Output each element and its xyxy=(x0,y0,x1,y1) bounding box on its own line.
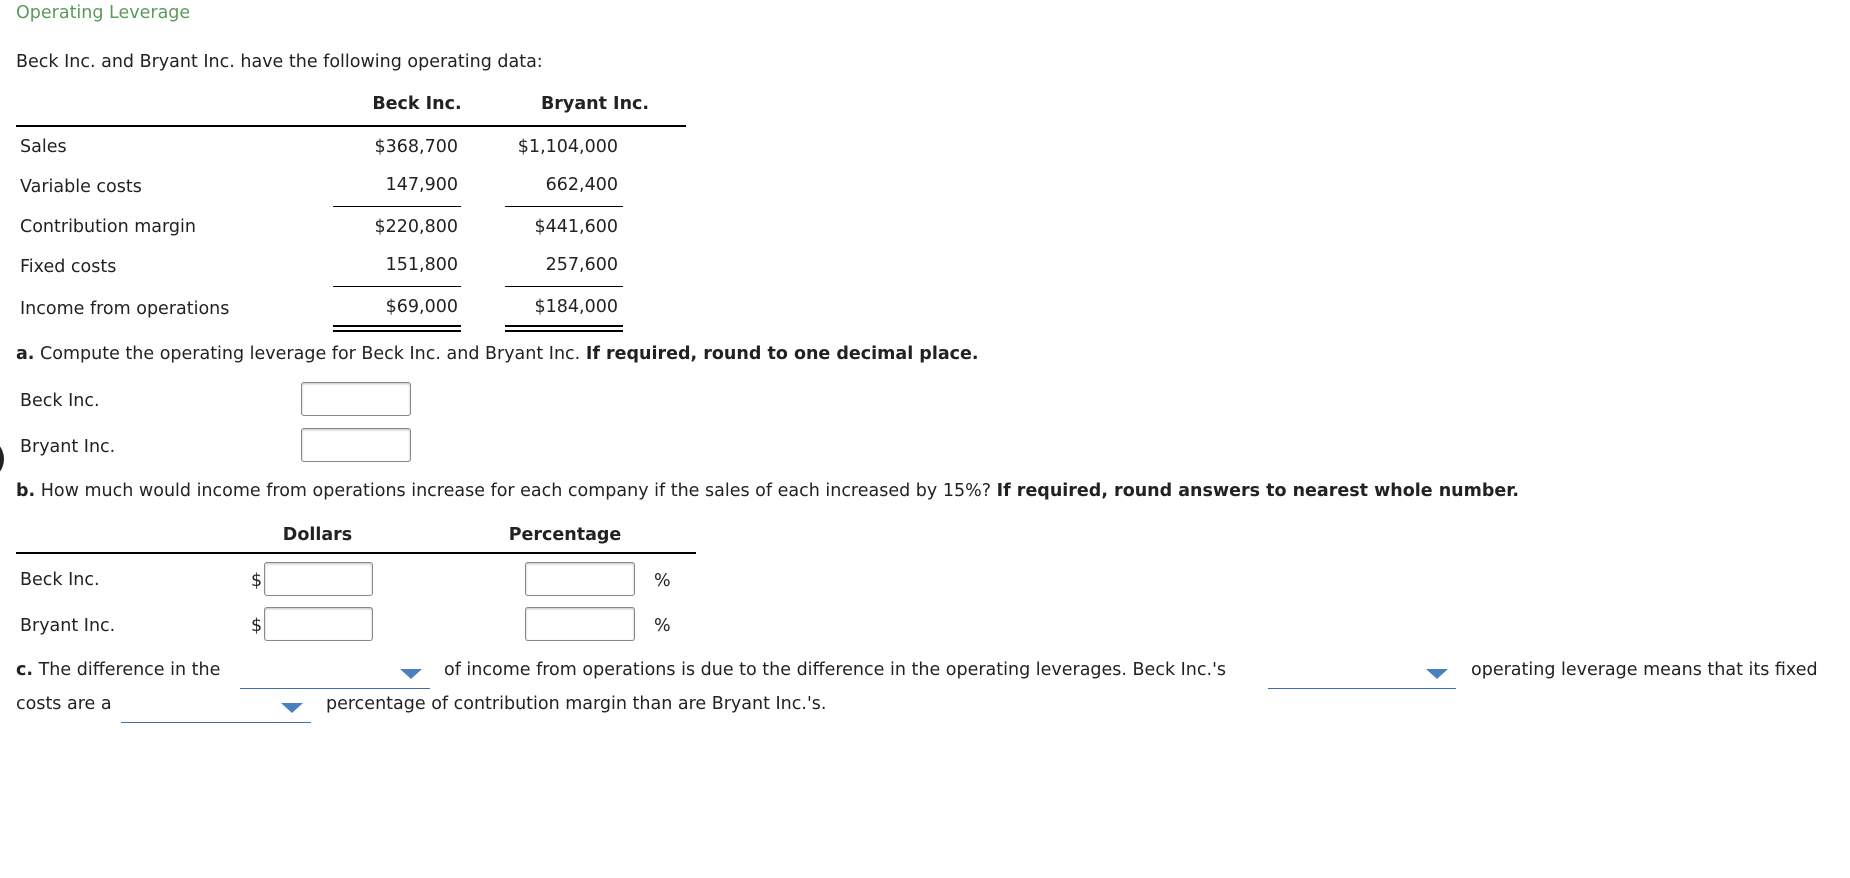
bryant-percent-sign: % xyxy=(654,616,671,636)
beck-subtotal-rule-2 xyxy=(333,286,461,287)
beck-variable-costs: 147,900 xyxy=(385,175,458,195)
part-a-letter: a. xyxy=(16,344,35,364)
row-label-contribution-margin: Contribution margin xyxy=(20,217,196,237)
beck-subtotal-rule-1 xyxy=(333,206,461,207)
row-label-fixed-costs: Fixed costs xyxy=(20,257,117,277)
part-a-prompt xyxy=(16,344,979,364)
part-a-question: Compute the operating leverage for Beck Inc. and Bryant Inc. xyxy=(40,344,581,364)
beck-fixed-costs: 151,800 xyxy=(385,255,458,275)
chevron-down-icon xyxy=(281,703,303,713)
part-a-instruction: If required, round to one decimal place. xyxy=(585,344,979,364)
part-b-label-bryant: Bryant Inc. xyxy=(20,616,116,636)
part-b-header-rule xyxy=(16,552,696,554)
row-label-income-from-operations: Income from operations xyxy=(20,299,230,319)
part-c-text-5: percentage of contribution margin than are Bryant Inc.'s. xyxy=(326,694,827,714)
beck-leverage-level-dropdown[interactable] xyxy=(1268,662,1456,689)
beck-dollar-sign: $ xyxy=(251,571,263,591)
beck-total-double-rule xyxy=(333,325,461,332)
beck-operating-leverage-input[interactable] xyxy=(301,382,411,416)
row-label-variable-costs: Variable costs xyxy=(20,177,142,197)
bryant-subtotal-rule-1 xyxy=(505,206,623,207)
part-b-letter: b. xyxy=(16,481,36,501)
table-header-rule xyxy=(16,125,686,127)
part-c-letter: c. xyxy=(16,660,34,680)
part-c-text-2: of income from operations is due to the difference in the operating leverages. Beck Inc.'s xyxy=(444,660,1227,680)
intro-text: Beck Inc. and Bryant Inc. have the following operating data: xyxy=(16,52,543,72)
bryant-subtotal-rule-2 xyxy=(505,286,623,287)
part-b-label-beck: Beck Inc. xyxy=(20,570,100,590)
col-header-bryant: Bryant Inc. xyxy=(540,94,650,114)
beck-sales: $368,700 xyxy=(374,137,458,157)
bryant-sales: $1,104,000 xyxy=(517,137,618,157)
chevron-down-icon xyxy=(400,669,422,679)
bryant-increase-dollars-input[interactable] xyxy=(264,607,373,641)
part-c-prompt-line1 xyxy=(16,660,220,680)
bryant-dollar-sign: $ xyxy=(251,616,263,636)
part-b-instruction: If required, round answers to nearest whole number. xyxy=(996,481,1520,501)
side-panel-handle[interactable] xyxy=(0,437,4,481)
part-c-text-3: operating leverage means that its fixed xyxy=(1471,660,1818,680)
col-header-percentage: Percentage xyxy=(508,525,622,545)
part-b-question: How much would income from operations increase for each company if the sales of each increased by 15%? xyxy=(40,481,992,501)
bryant-fixed-costs: 257,600 xyxy=(545,255,618,275)
page-title: Operating Leverage xyxy=(16,3,191,23)
chevron-down-icon xyxy=(1426,669,1448,679)
col-header-dollars: Dollars xyxy=(282,525,353,545)
part-c-text-4: costs are a xyxy=(16,694,112,714)
bryant-increase-percentage-input[interactable] xyxy=(525,607,635,641)
bryant-operating-leverage-input[interactable] xyxy=(301,428,411,462)
bryant-contribution-margin: $441,600 xyxy=(534,217,618,237)
bryant-total-double-rule xyxy=(505,325,623,332)
part-a-label-beck: Beck Inc. xyxy=(20,391,100,411)
beck-increase-percentage-input[interactable] xyxy=(525,562,635,596)
bryant-income-from-operations: $184,000 xyxy=(534,297,618,317)
row-label-sales: Sales xyxy=(20,137,67,157)
part-a-label-bryant: Bryant Inc. xyxy=(20,437,116,457)
difference-in-dropdown[interactable] xyxy=(240,662,430,689)
beck-increase-dollars-input[interactable] xyxy=(264,562,373,596)
part-c-text-1: The difference in the xyxy=(38,660,221,680)
beck-contribution-margin: $220,800 xyxy=(374,217,458,237)
bryant-variable-costs: 662,400 xyxy=(545,175,618,195)
part-b-prompt xyxy=(16,481,1519,501)
beck-income-from-operations: $69,000 xyxy=(385,297,458,317)
beck-percent-sign: % xyxy=(654,571,671,591)
col-header-beck: Beck Inc. xyxy=(372,94,462,114)
fixed-cost-percentage-dropdown[interactable] xyxy=(121,696,311,723)
